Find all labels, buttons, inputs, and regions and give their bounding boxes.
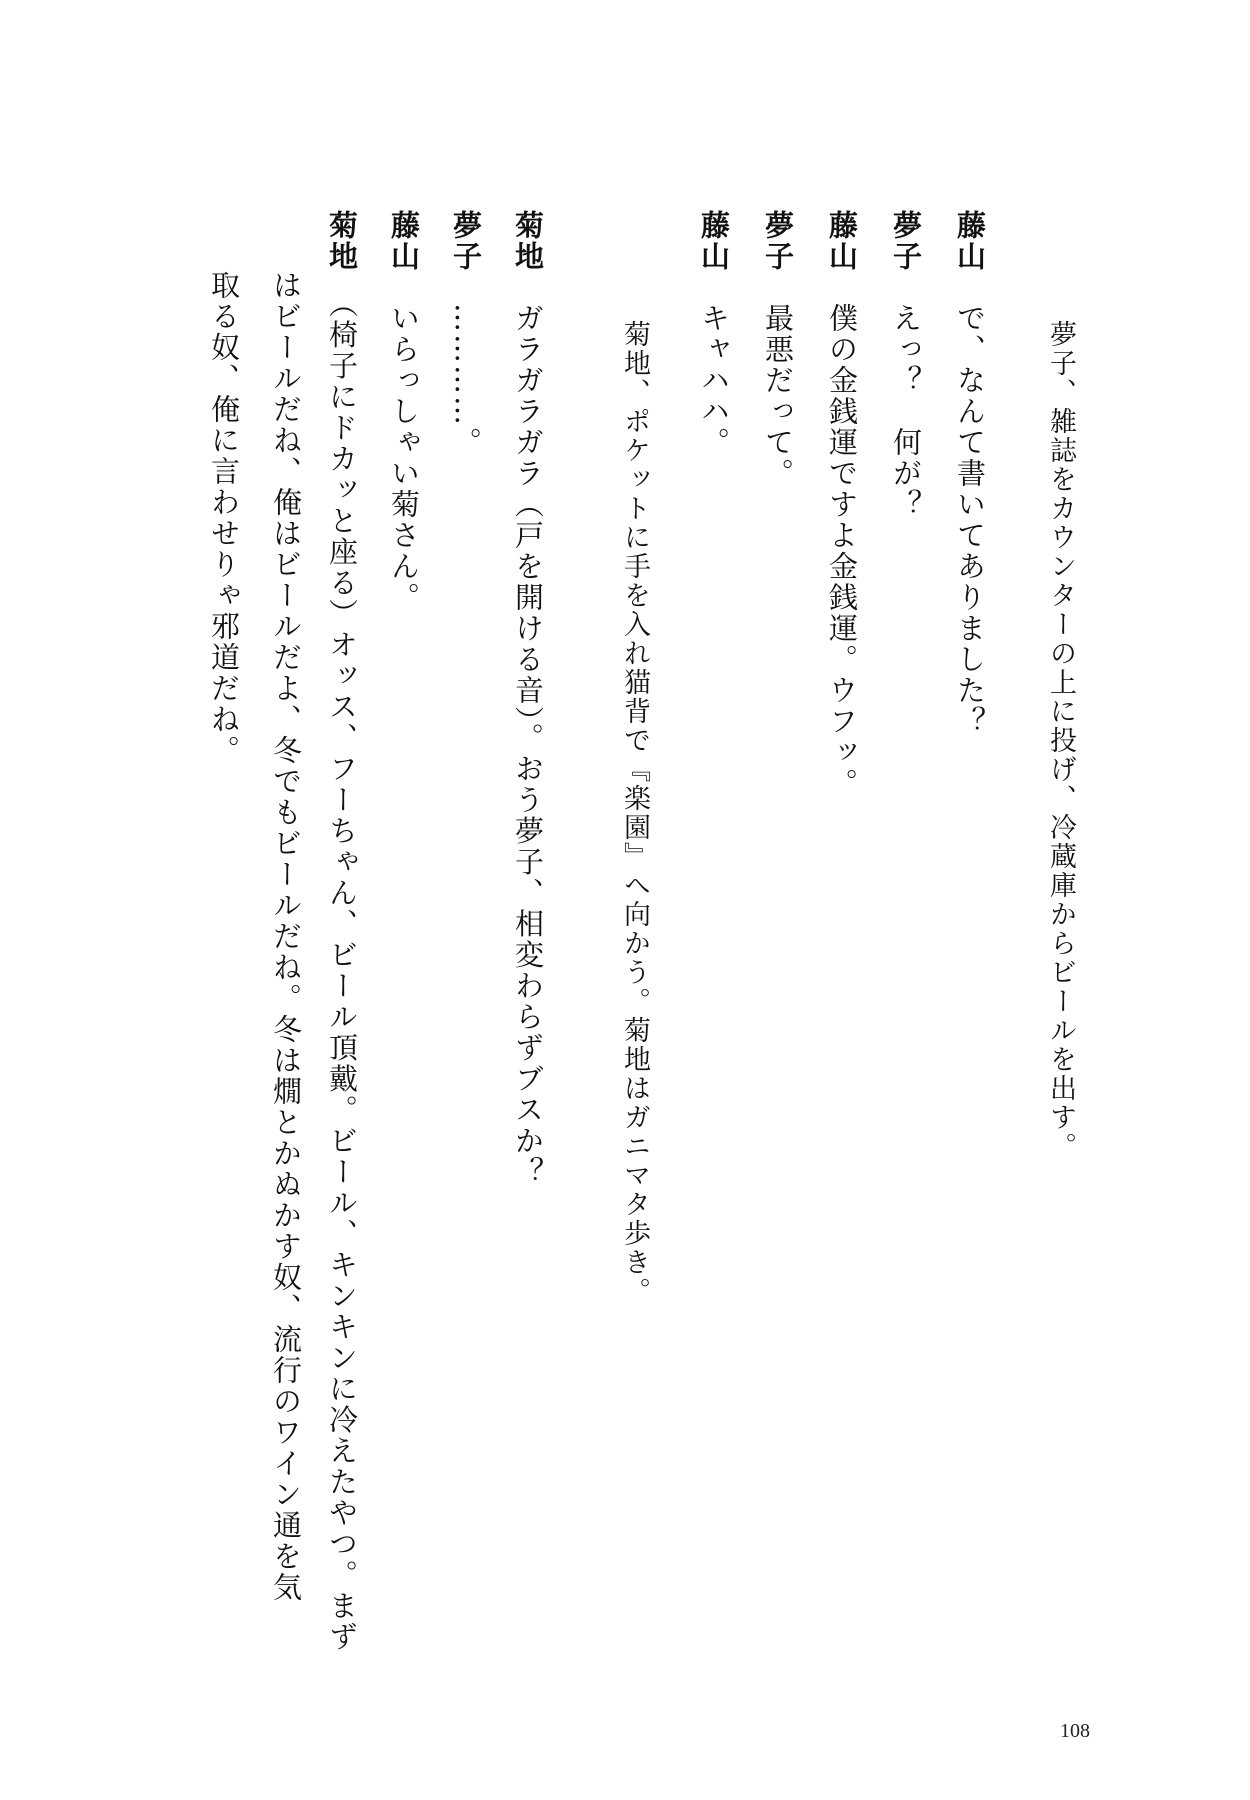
dialogue-text: いらっしゃい菊さん。 (387, 303, 421, 613)
dialogue-text: 最悪だって。 (761, 303, 795, 489)
dialogue-text: はビールだね、俺はビールだよ、冬でもビールだね。冬は燗とかぬかす奴、流行のワイン通を気 (269, 270, 303, 1603)
page-number: 108 (1060, 1720, 1090, 1742)
dialogue-text: …………。 (449, 303, 483, 458)
dialogue-line (822, 210, 862, 799)
dialogue-line (508, 210, 548, 1188)
speaker-name: 藤山 (825, 210, 859, 272)
stage-direction-text: 夢子、雑誌をカウンターの上に投げ、冷蔵庫からビールを出す。 (1045, 320, 1076, 1161)
speaker-name: 夢子 (761, 210, 795, 272)
stage-direction (614, 320, 654, 1306)
speaker-name: 夢子 (449, 210, 483, 272)
speaker-name: 藤山 (697, 210, 731, 272)
stage-direction-text: 菊地、ポケットに手を入れ猫背で『楽園』へ向かう。菊地はガニマタ歩き。 (619, 320, 650, 1306)
dialogue-line (322, 210, 362, 1653)
dialogue-text: 僕の金銭運ですよ金銭運。ウフッ。 (825, 303, 859, 799)
continuation-line (266, 270, 306, 1603)
spacer (889, 272, 923, 303)
spacer (953, 272, 987, 303)
dialogue-text: キャハハ。 (697, 303, 731, 458)
spacer (697, 272, 731, 303)
dialogue-text: えっ？ 何が？ (889, 303, 923, 520)
speaker-name: 菊地 (511, 210, 545, 272)
dialogue-line (758, 210, 798, 489)
dialogue-line (886, 210, 926, 520)
spacer (761, 272, 795, 303)
dialogue-text: 取る奴、俺に言わせりゃ邪道だね。 (207, 270, 241, 766)
continuation-line (204, 270, 244, 766)
spacer (387, 272, 421, 303)
speaker-name: 藤山 (387, 210, 421, 272)
dialogue-text: （椅子にドカッと座る）オッス、フーちゃん、ビール頂戴。ビール、キンキンに冷えたやつ。まず (325, 303, 359, 1653)
dialogue-line (384, 210, 424, 613)
dialogue-text: で、なんて書いてありました？ (953, 303, 987, 737)
speaker-name: 菊地 (325, 210, 359, 272)
dialogue-line (446, 210, 486, 458)
dialogue-line (694, 210, 734, 458)
spacer (325, 272, 359, 303)
speaker-name: 夢子 (889, 210, 923, 272)
stage-direction (1040, 320, 1080, 1161)
dialogue-line (950, 210, 990, 737)
spacer (825, 272, 859, 303)
spacer (449, 272, 483, 303)
speaker-name: 藤山 (953, 210, 987, 272)
spacer (511, 272, 545, 303)
dialogue-text: ガラガラガラ（戸を開ける音）。おう夢子、相変わらずブスか？ (511, 303, 545, 1188)
